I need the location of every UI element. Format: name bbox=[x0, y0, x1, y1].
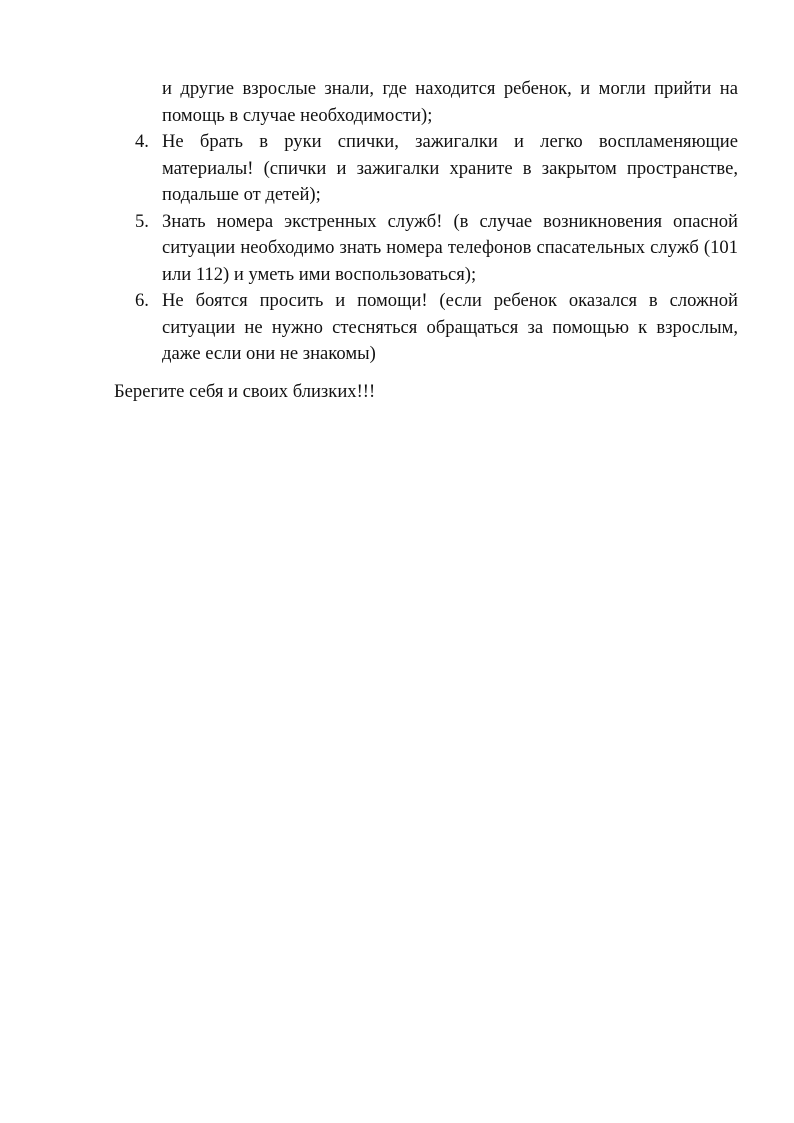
list-item-text: Не брать в руки спички, зажигалки и легко воспламеняющие материалы! (спички и зажигалки храните в закрытом пространстве, подальше от детей); bbox=[162, 131, 738, 205]
list-item-text: Не боятся просить и помощи! (если ребенок оказался в сложной ситуации не нужно стесняться обращаться за помощью к взрослым, даже если они не знакомы) bbox=[162, 290, 738, 364]
list-item-number: 6. bbox=[135, 290, 149, 311]
list-item-text: Знать номера экстренных служб! (в случае возникновения опасной ситуации необходимо знать номера телефонов спасательных служб (101 или 112) и уметь ими воспользоваться); bbox=[162, 210, 738, 285]
safety-rules-list bbox=[114, 76, 738, 368]
list-item-continuation bbox=[114, 76, 738, 129]
closing-line: Берегите себя и своих близких!!! bbox=[114, 380, 376, 402]
list-item-number: 4. bbox=[135, 131, 149, 152]
document-body bbox=[114, 76, 738, 405]
list-item-4 bbox=[114, 129, 738, 209]
list-item-number: 5. bbox=[135, 210, 149, 232]
list-item-text: и другие взрослые знали, где находится ребенок, и могли прийти на помощь в случае необходимости); bbox=[162, 78, 738, 126]
list-item-6 bbox=[114, 288, 738, 368]
list-item-5 bbox=[114, 209, 738, 289]
